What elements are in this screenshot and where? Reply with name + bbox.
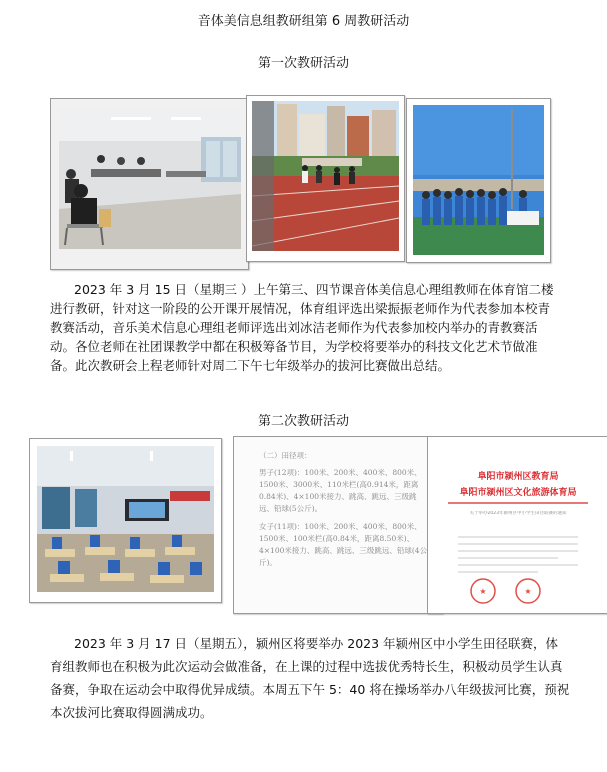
document-scan-notice	[427, 436, 607, 614]
section2-paragraph: 2023 年 3 月 17 日（星期五），颍州区将要举办 2023 年颍州区中小学生田径联赛，体育组教师也在积极为此次运动会做准备，在上课的过程中选拔优秀特长生，积极动员学生认真备赛，争取在运动会中取得优异成绩。本周五下午 5：40 将在操场举办八年级拔河比赛，预祝本次拔河比赛取得圆满成功。	[50, 636, 570, 720]
doc-events-female: 女子(11项)：100米、200米、400米、800米、1500米、100米栏(高0.84米，距离8.50米)、4×100米接力、跳高、跳远、三级跳远、铅球(4公斤)。	[259, 522, 428, 567]
svg-text:★: ★	[524, 587, 532, 596]
photo-classroom	[29, 438, 222, 603]
page-title: 音体美信息组教研组第 6 周教研活动	[197, 14, 410, 29]
section1-paragraph: 2023 年 3 月 15 日（星期三 ）上午第三、四节课音体美信息心理组教师在体育馆二楼进行教研，针对这一阶段的公开课开展情况，体育组评选出梁振振老师作为代表参加本校青教赛活动，音乐美术信息心理组老师评选出刘冰洁老师作为代表参加校内举办的青教赛活动。各位老师在社团课教学中都在积极筹备节目，为学校将要举办的科技文化艺术节做准备。此次教研会上程老师针对周二下午七年级举办的拔河比赛做出总结。	[50, 282, 554, 373]
doc-events-heading: （二）田径项：	[259, 451, 312, 460]
svg-text:★: ★	[479, 587, 487, 596]
doc-notice-subtitle: 关于举办2023年颍州区中小学生田径联赛的通知	[469, 511, 567, 516]
doc-notice-header-2: 阜阳市颍州区文化旅游体育局	[459, 488, 577, 498]
photo-running-track	[246, 95, 405, 262]
doc-notice-header-1: 阜阳市颍州区教育局	[477, 472, 559, 482]
section2-heading: 第二次教研活动	[257, 414, 349, 429]
photo-meeting-room	[50, 98, 249, 270]
photo-students-field	[406, 98, 551, 263]
doc-events-male: 男子(12项)：100米、200米、400米、800米、1500米、3000米、110米栏(高0.914米，距离0.84米)、4×100米接力、跳高、跳远、三级跳远、铅球(5公斤)。	[259, 468, 422, 513]
section1-heading: 第一次教研活动	[257, 56, 349, 71]
document-scan-events	[233, 436, 443, 614]
